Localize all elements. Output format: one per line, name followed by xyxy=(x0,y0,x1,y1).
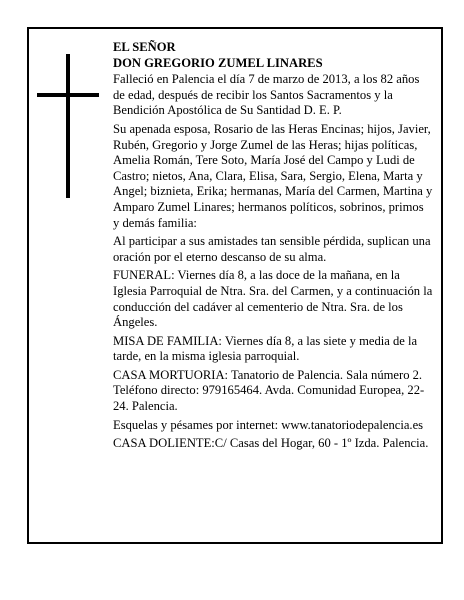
family-list: Su apenada esposa, Rosario de las Heras Encinas; hijos, Javier, Rubén, Gregorio y Jorge Zumel de las Heras; hijas políticas, Amelia Román, Tere Soto, María José del Campo y Ludi de Castro; nietos, Ana, Clara, Elisa, Sara, Sergio, Elena, Marta y Angel; biznieta, Erika; hermanas, María del Carmen, Martina y Amparo Zumel Linares; hermanos políticos, sobrinos, primos y demás familia: xyxy=(113,121,433,230)
funeral-info: FUNERAL: Viernes día 8, a las doce de la mañana, en la Iglesia Parroquial de Ntra. Sra. del Carmen, y a continuación la conducción del cadáver al cementerio de Ntra. Sra. de los Ángeles. xyxy=(113,268,433,330)
family-mass-info: MISA DE FAMILIA: Viernes día 8, a las siete y media de la tarde, en la misma iglesia parroquial. xyxy=(113,333,418,364)
cross-icon xyxy=(37,54,99,198)
condolences-info: Esquelas y pésames por internet: www.tanatoriodepalencia.es xyxy=(113,417,424,432)
cross-horizontal-bar xyxy=(37,93,99,97)
family-home-address: CASA DOLIENTE:C/ Casas del Hogar, 60 - 1º Izda. Palencia. xyxy=(113,436,429,451)
funeral-home-info: CASA MORTUORIA: Tanatorio de Palencia. Sala número 2. Teléfono directo: 979165464. Avda. Comunidad Europea, 22-24. Palencia. xyxy=(113,367,425,414)
deceased-name: DON GREGORIO ZUMEL LINARES xyxy=(113,55,323,70)
obituary-text xyxy=(113,40,433,455)
death-announcement: Falleció en Palencia el día 7 de marzo de 2013, a los 82 años de edad, después de recibir los Santos Sacramentos y la Bendición Apostólica de Su Santidad D. E. P. xyxy=(113,72,420,118)
cross-vertical-bar xyxy=(66,54,70,198)
prayer-request: Al participar a sus amistades tan sensible pérdida, suplican una oración por el eterno descanso de su alma. xyxy=(113,234,431,264)
notice-title: EL SEÑOR xyxy=(113,40,176,54)
